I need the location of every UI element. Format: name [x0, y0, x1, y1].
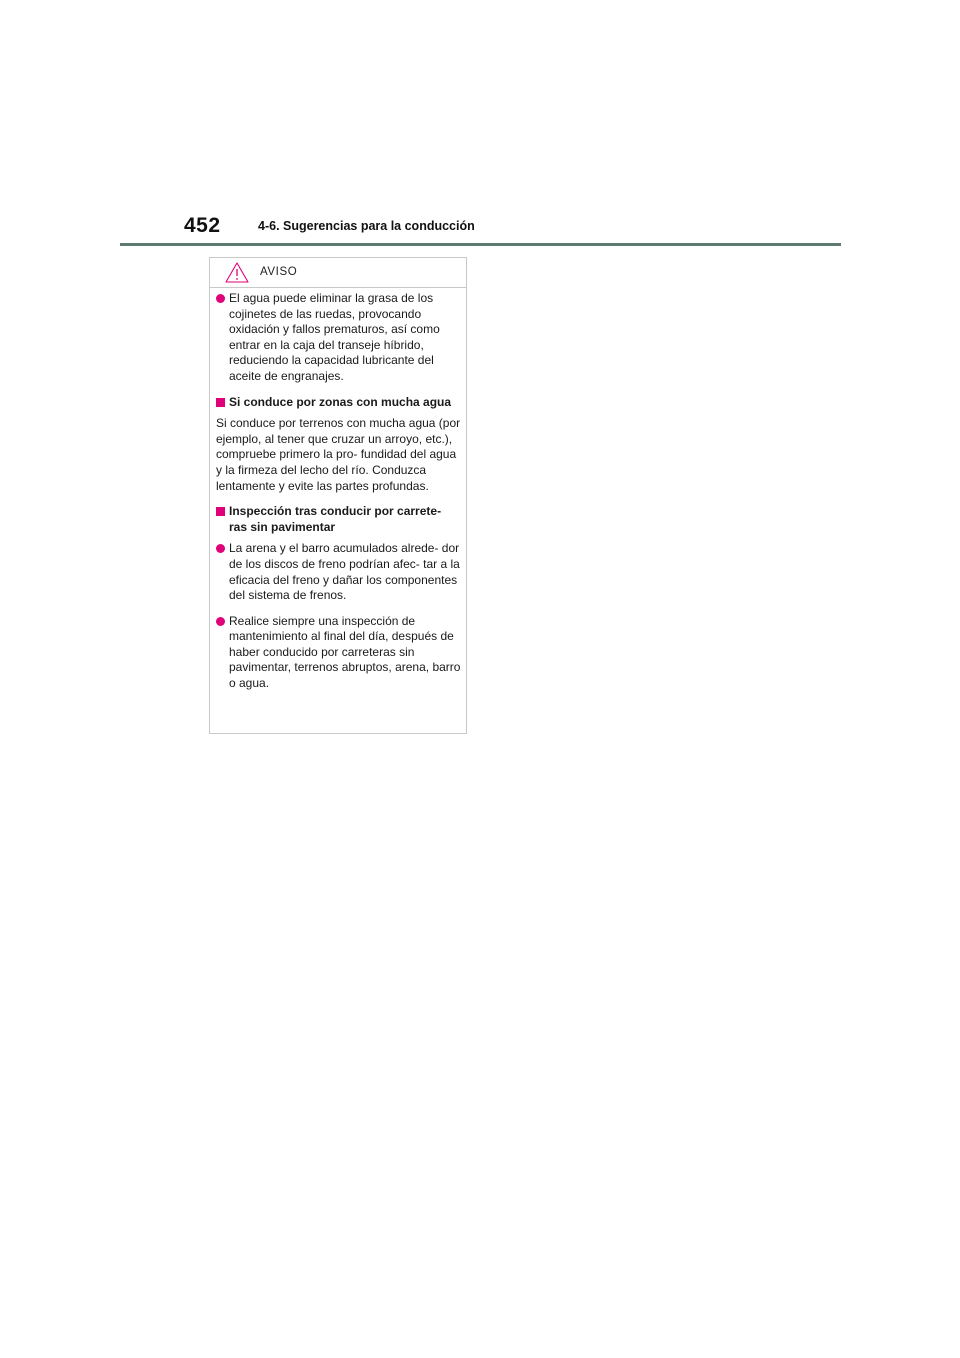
paragraph: Si conduce por terrenos con mucha agua (por ejemplo, al tener que cruzar un arroyo, etc.), compruebe primero la pro- fundidad del agua y la firmeza del lecho del río. Conduzca lentamente y evite las partes profundas. [216, 416, 461, 493]
subheading [216, 395, 462, 411]
bullet-square-icon [216, 398, 225, 407]
subheading-text: Inspección tras conducir por carrete- ras sin pavimentar [229, 504, 442, 534]
bullet-circle-icon [216, 617, 225, 626]
list-item-text: El agua puede eliminar la grasa de los cojinetes de las ruedas, provocando oxidación y fallos prematuros, así como entrar en la caja del transeje híbrido, reduciendo la capacidad lubricante del aceite de engranajes. [229, 291, 440, 383]
list-item-text: La arena y el barro acumulados alrede- dor de los discos de freno podrían afec- tar a la eficacia del freno y dañar los componentes del sistema de frenos. [229, 541, 460, 603]
bullet-circle-icon [216, 544, 225, 553]
subheading [216, 504, 462, 535]
warning-header [210, 258, 466, 288]
warning-label: AVISO [260, 266, 298, 278]
warning-content [216, 291, 462, 702]
bullet-square-icon [216, 507, 225, 516]
list-item [216, 291, 462, 385]
list-item-text: Realice siempre una inspección de mantenimiento al final del día, después de haber conducido por carreteras sin pavimentar, terrenos abruptos, arena, barro o agua. [229, 613, 461, 691]
list-item [216, 541, 462, 603]
warning-box [209, 257, 467, 734]
list-item [216, 614, 462, 692]
header-divider [120, 243, 841, 246]
subheading-text: Si conduce por zonas con mucha agua [229, 394, 452, 409]
bullet-circle-icon [216, 294, 225, 303]
warning-triangle-icon [225, 262, 249, 283]
page-number: 452 [184, 214, 221, 237]
section-title: 4-6. Sugerencias para la conducción [258, 219, 475, 233]
